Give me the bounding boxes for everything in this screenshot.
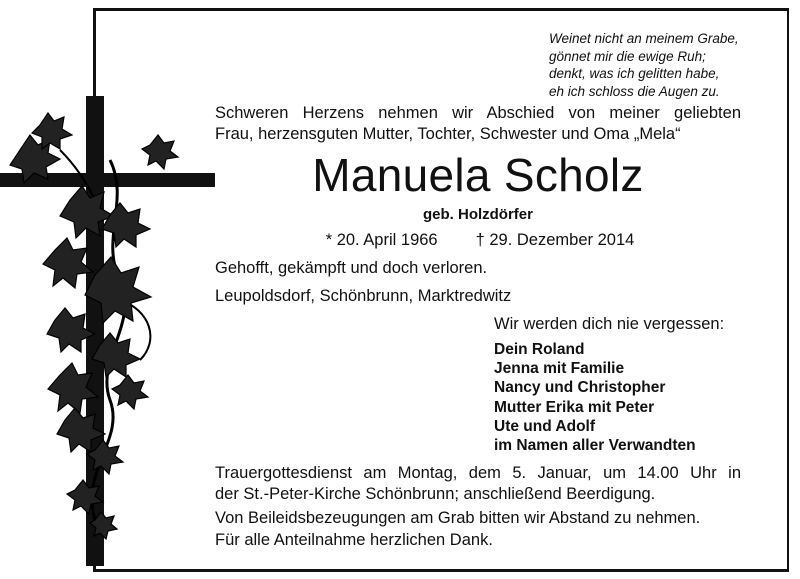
poem-line: eh ich schloss die Augen zu. [549, 83, 720, 99]
mourners-list [494, 340, 696, 455]
mourner: Dein Roland [494, 341, 585, 358]
motto: Gehofft, gekämpft und doch verloren. [215, 259, 488, 277]
mourner: Nancy und Christopher [494, 379, 666, 397]
mourner: im Namen aller Verwandten [494, 437, 696, 455]
mourner: Ute und Adolf [494, 417, 596, 435]
poem-line: gönnet mir die ewige Ruh; [549, 48, 706, 64]
mourner: Mutter Erika mit Peter [494, 398, 655, 416]
service-info [215, 463, 741, 505]
mourner: Jenna mit Familie [494, 360, 625, 378]
places: Leupoldsdorf, Schönbrunn, Marktredwitz [215, 287, 512, 305]
ivy-cross-icon [0, 0, 215, 579]
condolence-note: Von Beileidsbezeugungen am Grab bitten wir Abstand zu nehmen. [215, 509, 701, 527]
thanks-note: Für alle Anteilnahme herzlichen Dank. [215, 531, 493, 549]
poem [549, 30, 739, 100]
intro-line: Frau, herzensguten Mutter, Tochter, Schwester und Oma „Mela“ [215, 125, 681, 143]
intro-text [215, 103, 741, 145]
birth-date: * 20. April 1966 [325, 231, 438, 249]
poem-line: Weinet nicht an meinem Grabe, [549, 31, 739, 46]
death-date: † 29. Dezember 2014 [475, 231, 635, 249]
deceased-name: Manuela Scholz [312, 149, 644, 201]
intro-line: Schweren Herzens nehmen wir Abschied von meiner geliebten [215, 104, 741, 122]
service-line: der St.-Peter-Kirche Schönbrunn; anschließend Beerdigung. [215, 485, 656, 503]
mourners-intro: Wir werden dich nie vergessen: [494, 315, 725, 333]
birth-name: geb. Holzdörfer [422, 206, 533, 223]
life-dates [300, 229, 660, 251]
service-line: Trauergottesdienst am Montag, dem 5. Januar, um 14.00 Uhr in [215, 464, 741, 482]
poem-line: denkt, was ich gelitten habe, [549, 66, 720, 81]
